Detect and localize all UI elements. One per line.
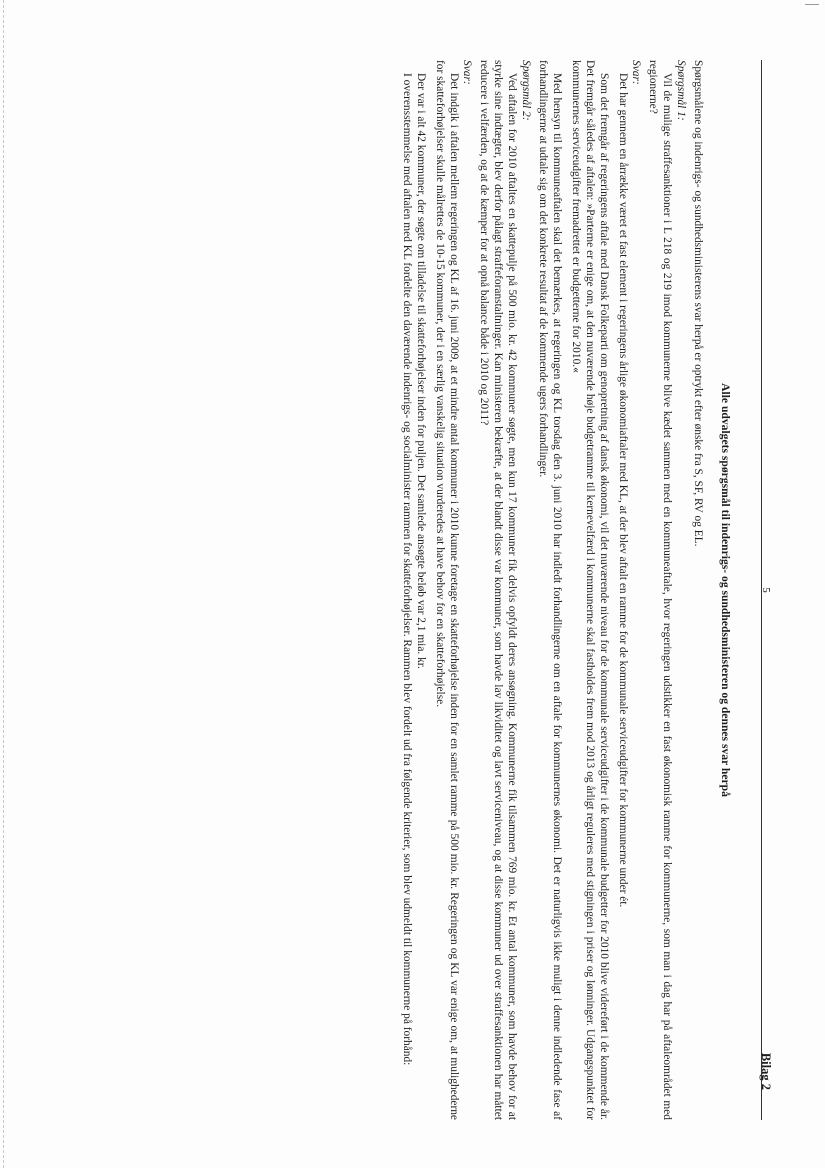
answer-2-paragraph-1: Det indgik i aftalen mellem regeringen og KL af 16. juni 2009, at et mindre antal kommuner i 2010 kunne foretage en skatteforhøjelse inden for en samlet ramme på 500 mio. kr. Regeringen og KL var enige om, at mulighederne for skatteforhøjelser skulle målrettes de 10-15 kommuner, der i en særlig vanskelig situation vurderedes at have behov for en skatteforhøjelse. — [433, 60, 460, 1120]
answer-1-label: Svar: — [630, 60, 643, 85]
header-rule — [761, 60, 762, 1120]
intro-paragraph: Spørgsmålene og indenrigs- og sundhedsministerens svar herpå er optrykt efter ønske fra S, SF, RV og EL. — [692, 60, 705, 547]
appendix-label: Bilag 2 — [759, 1052, 773, 1090]
answer-1-paragraph-1: Det har gennem en årrække været et fast element i regeringens årlige økonomiaftaler med KL, at der blev aftalt en ramme for de kommunale serviceudgifter for kommunerne under ét. — [616, 73, 629, 908]
answer-2-label: Svar: — [461, 60, 474, 85]
scan-corner-mark — [805, 4, 819, 5]
document-heading: Alle udvalgets spørgsmål til indenrigs- og sundhedsministeren og dennes svar herpå — [719, 383, 732, 797]
answer-2-paragraph-2: Der var i alt 42 kommuner, der søgte om tilladelse til skatteforhøjelser inden for puljen. Det samlede ansøgte beløb var 2,1 mia. kr. — [414, 73, 427, 669]
answer-1-paragraph-3: Med hensyn til kommuneaftalen skal det bemærkes, at regeringen og KL torsdag den 3. juni 2010 har indledt forhandlingerne om en aftale for kommunernes økonomi. Det er naturligvis ikke muligt i denne indledende fase af forhandlingerne at udtale sig om det konkrete resultat af de kommende ugers forhandlinger. — [537, 60, 563, 1120]
question-2-label: Spørgsmål 2: — [520, 60, 533, 121]
question-2-text: Ved aftalen for 2010 aftaltes en skattepulje på 500 mio. kr. 42 kommuner søgte, men kun 17 kommuner fik delvis opfyldt deres ansøgning. Kommunerne fik tilsammen 769 mio. kr. Et antal kommuner, som havde behov for at styrke sine indtægter, blev derfor pålagt straffeforanstaltninger. Kan ministeren bekræfte, at der blandt disse var kommuner, som havde lav likviditet og lavt serviceniveau, og at disse kommuner ud over straffesanktionen har måttet reducere i velfærden, og at de kæmper for at opnå balance både i 2010 og 2011? — [478, 60, 519, 1120]
scan-edge-line — [3, 0, 5, 1168]
question-1-text: Vil de mulige straffesanktioner i L 218 og 219 imod kommunerne blive kædet sammen med en kommuneaftale, hvor regeringen udstikker en fast økonomisk ramme for kommunerne, som man i dag har på aftaleområdet med regionerne? — [647, 60, 674, 1120]
rotated-page-content — [122, 60, 772, 1120]
question-1-label: Spørgsmål 1: — [675, 60, 688, 121]
body-text — [399, 60, 732, 1120]
page-number: 5 — [760, 587, 772, 593]
answer-2-paragraph-3: I overensstemmelse med aftalen med KL fordelte den daværende indenrigs- og socialminister rammen for skatteforhøjelser. Rammen blev fordelt ud fra følgende kriterier, som blev udmeldt til kommunerne på forhånd: — [400, 73, 413, 1066]
answer-1-paragraph-2: Som det fremgår af regeringens aftale med Dansk Folkeparti om genopretning af dansk økonomi, vil det nuværende niveau for de kommunale serviceudgifter i de kommunale budgetter for 2010 blive videreført i de kommende år. Det fremgår således af aftalen: »Parterne er enige om, at den nuværende høje budgetramme til kernevelfærd i kommunerne skal fastholdes frem mod 2013 og årligt reguleres med stigningen i priser og lønninger. Udgangspunktet for kommunernes serviceudgifter fremadrettet er budgetterne for 2010.« — [569, 60, 610, 1120]
